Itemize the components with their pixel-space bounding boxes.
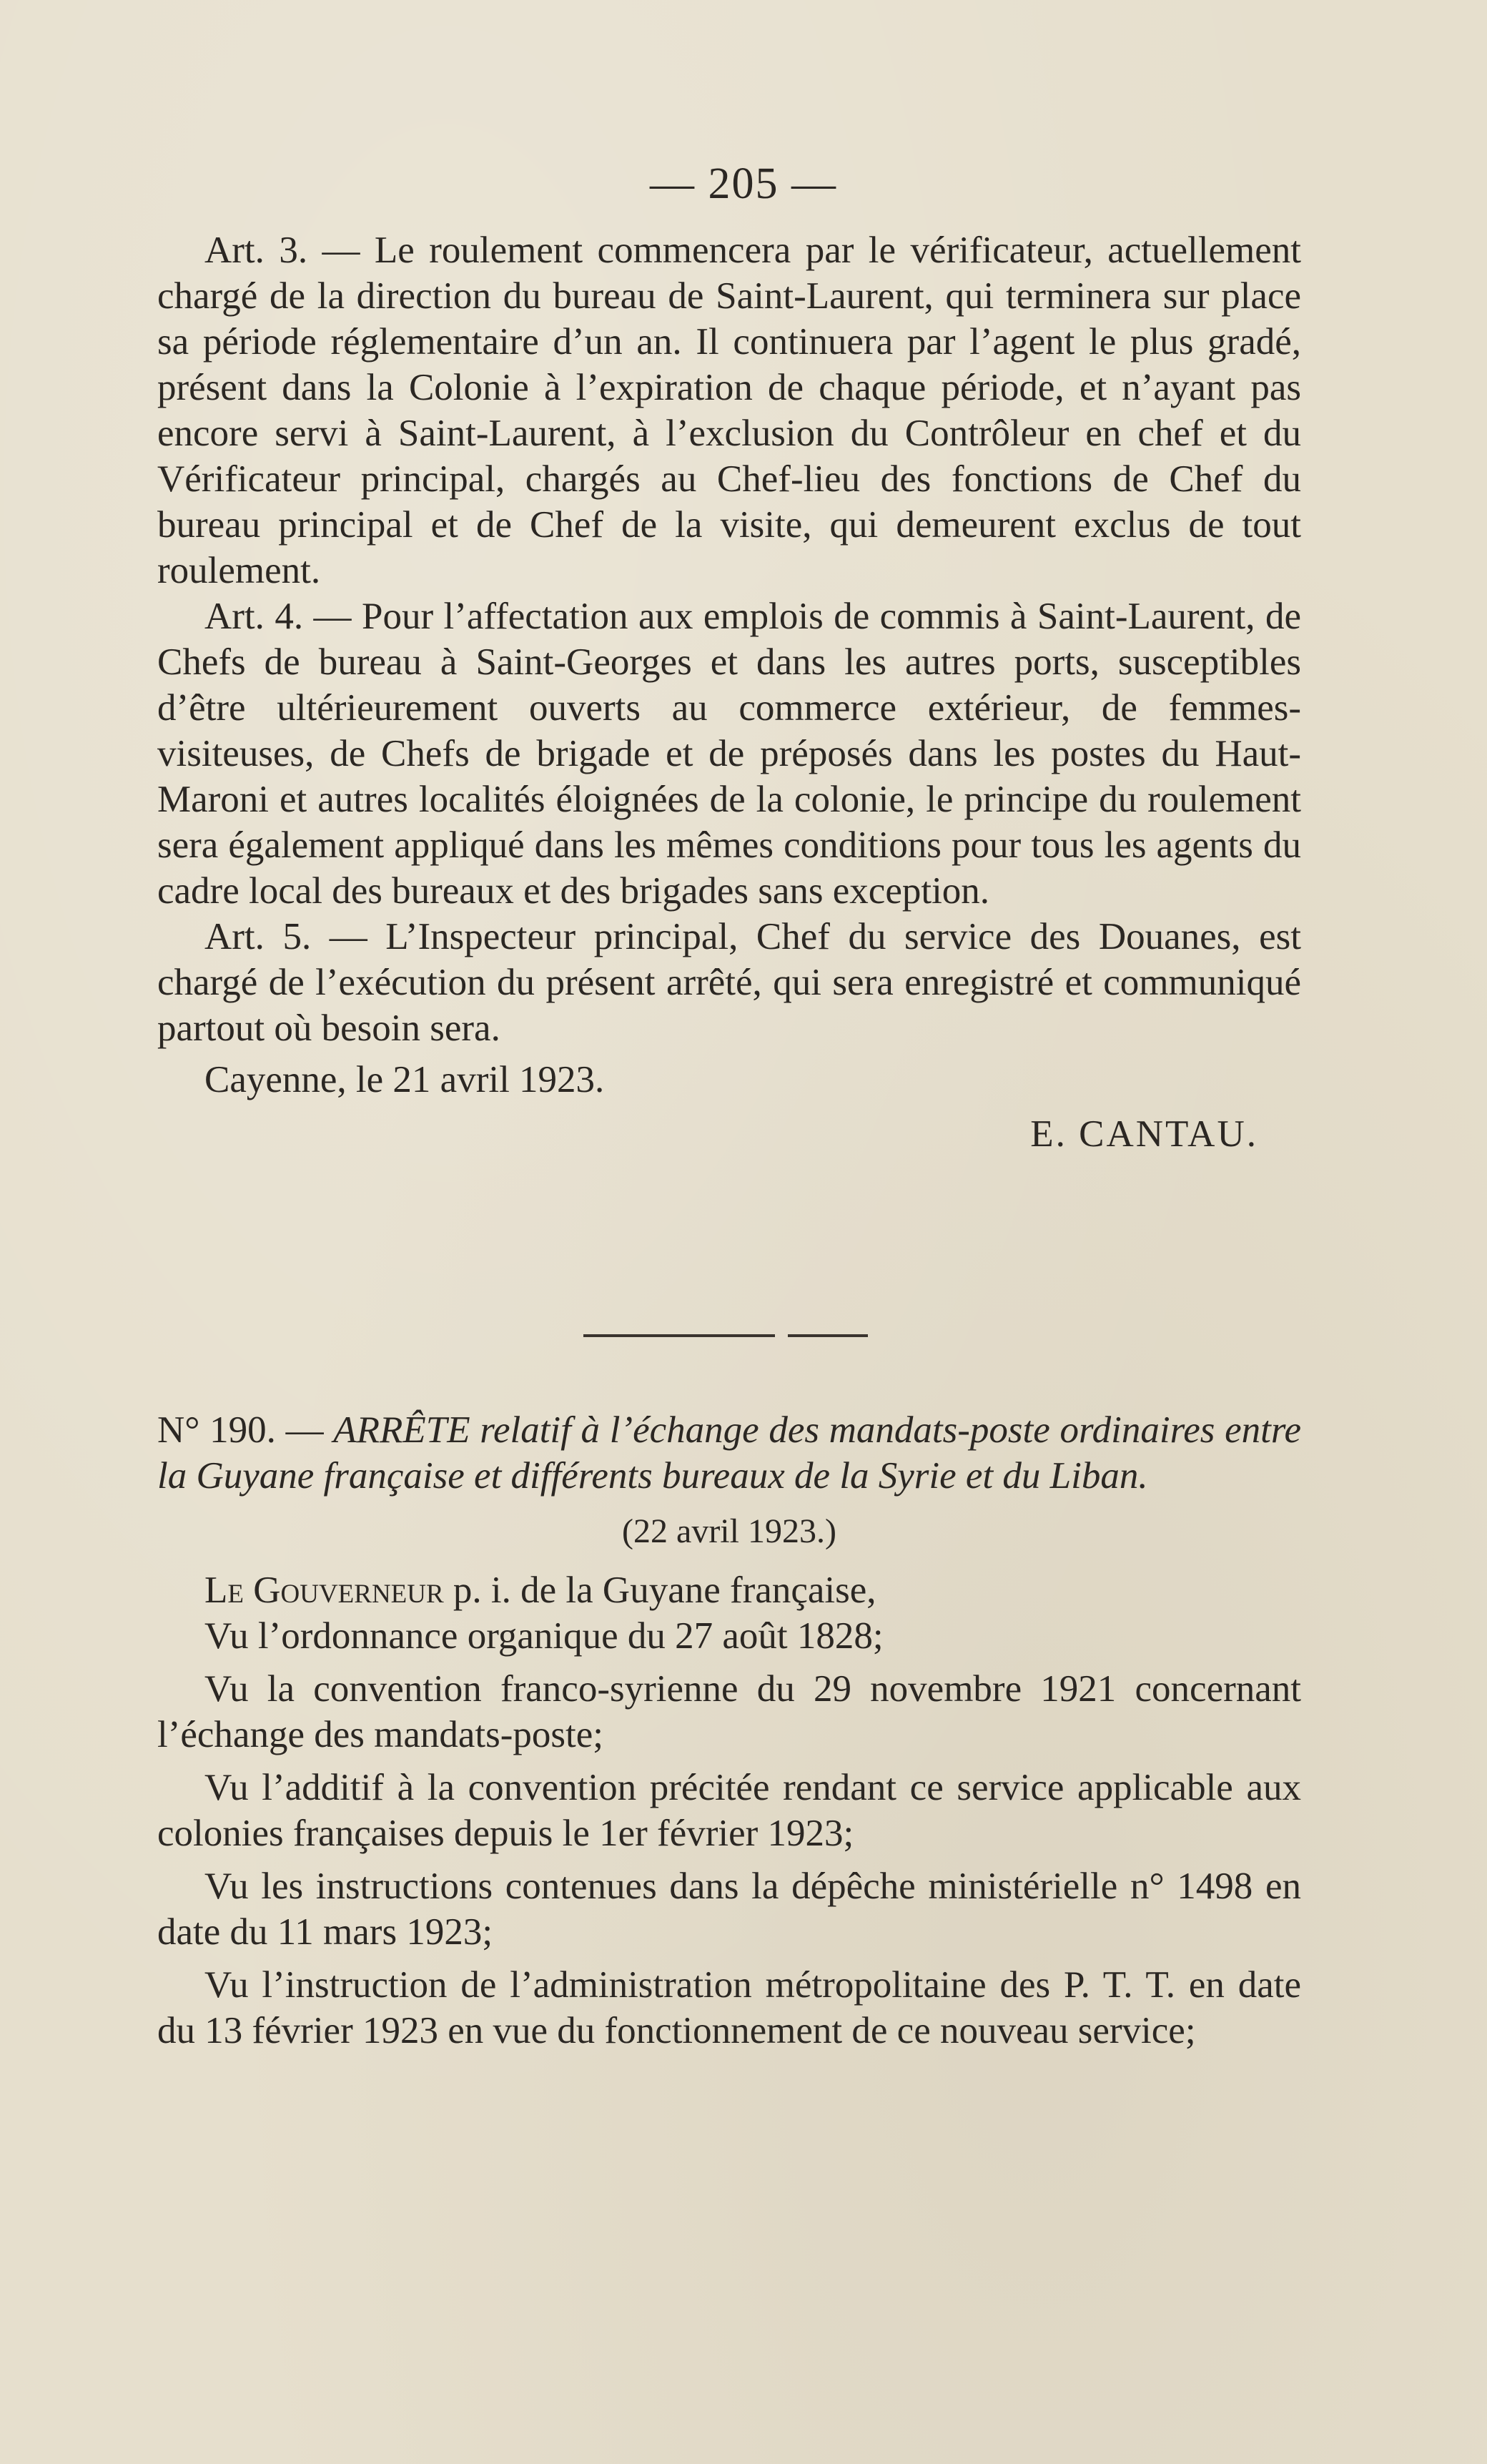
signature: E. CANTAU. xyxy=(1030,1113,1258,1155)
vu-clause: Vu la convention franco-syrienne du 29 novembre 1921 concernant l’échange des mandats-poste; xyxy=(157,1668,1301,1755)
place-date: Cayenne, le 21 avril 1923. xyxy=(204,1059,605,1100)
arrete-continuation xyxy=(157,227,1301,1157)
page-number: — 205 — xyxy=(650,159,837,208)
article-5: Art. 5. — L’Inspecteur principal, Chef du service des Douanes, est chargé de l’exécution du présent arrêté, qui sera enregistré et communiqué partout où besoin sera. xyxy=(157,916,1301,1049)
vu-clause: Vu les instructions contenues dans la dépêche ministérielle n° 1498 en date du 11 mars 1923; xyxy=(157,1866,1301,1953)
governor-line xyxy=(157,1567,1301,1613)
decree-190 xyxy=(157,1407,1301,2054)
governor-label: Le Gouverneur xyxy=(204,1569,444,1611)
article-4: Art. 4. — Pour l’affectation aux emplois de commis à Saint-Laurent, de Chefs de bureau à Saint-Georges et dans les autres ports, susceptibles d’être ultérieurement ouverts au commerce extérieur, de femmes-visiteuses, de Chefs de brigade et de préposés dans les postes du Haut-Maroni et autres localités éloignées de la colonie, le principe du roulement sera également appliqué dans les mêmes conditions pour tous les agents du cadre local des bureaux et des brigades sans exception. xyxy=(157,596,1301,912)
decree-date: (22 avril 1923.) xyxy=(622,1512,836,1550)
vu-clause: Vu l’instruction de l’administration métropolitaine des P. T. T. en date du 13 février 1923 en vue du fonctionnement de ce nouveau service; xyxy=(157,1964,1301,2051)
separator-rule-long xyxy=(583,1334,775,1337)
decree-number: N° 190. — xyxy=(157,1409,324,1451)
decree-heading xyxy=(157,1407,1301,1499)
decree-title: ARRÊTE relatif à l’échange des mandats-poste ordinaires entre la Guyane française et différents bureaux de la Syrie et du Liban. xyxy=(157,1409,1302,1497)
vu-clause: Vu l’ordonnance organique du 27 août 1828; xyxy=(204,1615,884,1657)
article-3: Art. 3. — Le roulement commencera par le vérificateur, actuellement chargé de la direction du bureau de Saint-Laurent, qui terminera sur place sa période réglementaire d’un an. Il continuera par l’agent le plus gradé, présent dans la Colonie à l’expiration de chaque période, et n’ayant pas encore servi à Saint-Laurent, à l’exclusion du Contrôleur en chef et du Vérificateur principal, chargés au Chef-lieu des fonctions de Chef du bureau principal et de Chef de la visite, qui demeurent exclus de tout roulement. xyxy=(157,230,1301,591)
governor-rest: p. i. de la Guyane française, xyxy=(453,1569,876,1611)
separator-rule-short xyxy=(788,1334,868,1337)
section-separator xyxy=(583,1333,869,1337)
vu-clause: Vu l’additif à la convention précitée rendant ce service applicable aux colonies françaises depuis le 1er février 1923; xyxy=(157,1767,1301,1854)
